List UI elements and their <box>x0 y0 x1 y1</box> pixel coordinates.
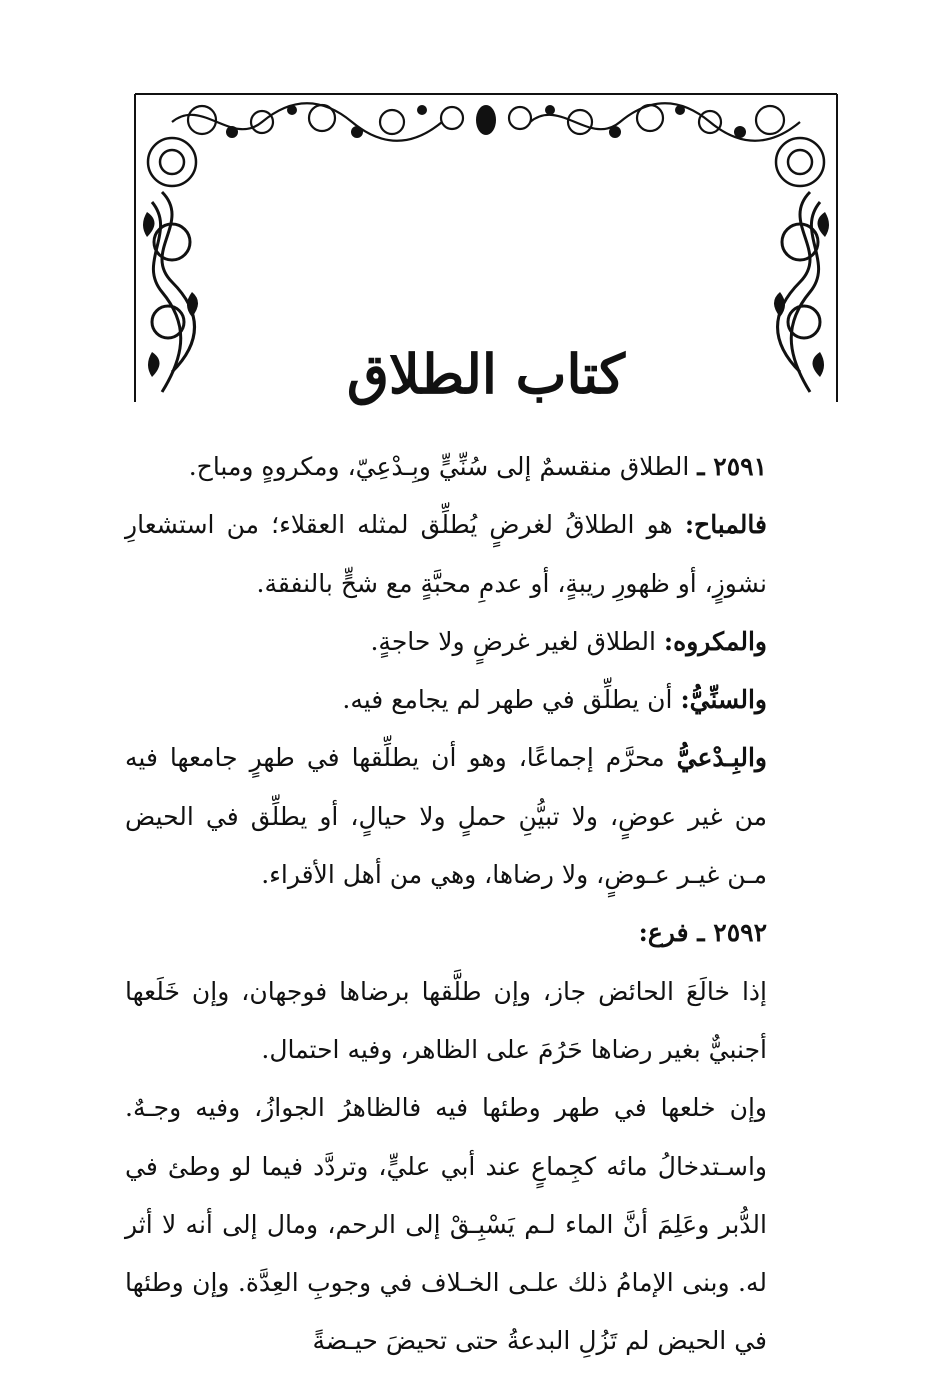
paragraph-tuhr <box>125 1079 837 1370</box>
paragraph-text: الطلاق لغير غرضٍ ولا حاجةٍ. <box>370 626 664 656</box>
paragraph-text: هو الطلاقُ لغرضٍ يُطلِّق لمثله العقلاء؛ من استشعارِ نشوزٍ، أو ظهورِ ريبةٍ، أو عدمِ محبَّةٍ مع شحٍّ بالنفقة. <box>125 510 767 598</box>
paragraph-bidi <box>125 729 837 904</box>
entry-number: ٢٥٩٢ ـ فرع: <box>638 918 767 948</box>
page-title: كتاب الطلاق <box>347 342 625 406</box>
paragraph-text: إذا خالَعَ الحائض جاز، وإن طلَّقها برضاها فوجهان، وإن خَلَعها أجنبيٌّ بغير رضاها حَرُمَ على الظاهر، وفيه احتمال. <box>125 976 767 1064</box>
paragraph-text: الطلاق منقسمٌ إلى سُنِّيٍّ وبِـدْعِيّ، ومكروهٍ ومباح. <box>188 452 698 481</box>
term-label: والمكروه: <box>663 626 767 656</box>
paragraph-text: وإن خلعها في طهر وطئها فيه فالظاهرُ الجوازُ، وفيه وجـهٌ. واسـتدخالُ مائه كجِماعٍ عند أبي عليٍّ، وتردَّد فيما لو وطئ في الدُّبر وعَلِمَ أنَّ الماء لـم يَسْبِـقْ إلى الرحم، ومال إلى أنه لا أثر له. وبنى الإمامُ ذلك علـى الخـلاف في وجوبِ العِدَّة. وإن وطئها في الحيض لم تَزُلِ البدعةُ حتى تحيضَ حيـضةً <box>125 1093 767 1356</box>
entry-number: ٢٥٩١ ـ <box>697 452 767 481</box>
ornamental-frame <box>132 92 840 406</box>
paragraph-2592 <box>125 904 837 962</box>
paragraph-text: محرَّم إجماعًا، وهو أن يطلِّقها في طهرٍ جامعها فيه من غير عوضٍ، ولا تبيُّنِ حملٍ ولا حيالٍ، أو يطلِّق في الحيض مـن غيـر عـوضٍ، ولا رضاها، وهي من أهل الأقراء. <box>125 743 767 890</box>
term-label: والبِـدْعيُّ <box>676 743 767 773</box>
paragraph-text: أن يطلِّق في طهر لم يجامع فيه. <box>342 685 681 715</box>
body-text <box>125 438 837 1371</box>
paragraph-sunni <box>125 671 837 729</box>
paragraph-2591 <box>125 438 837 496</box>
paragraph-mubah <box>125 496 837 613</box>
paragraph-khul <box>125 963 837 1080</box>
term-label: فالمباح: <box>684 510 767 540</box>
paragraph-makruh <box>125 613 837 671</box>
term-label: والسنِّيُّ: <box>680 685 767 715</box>
